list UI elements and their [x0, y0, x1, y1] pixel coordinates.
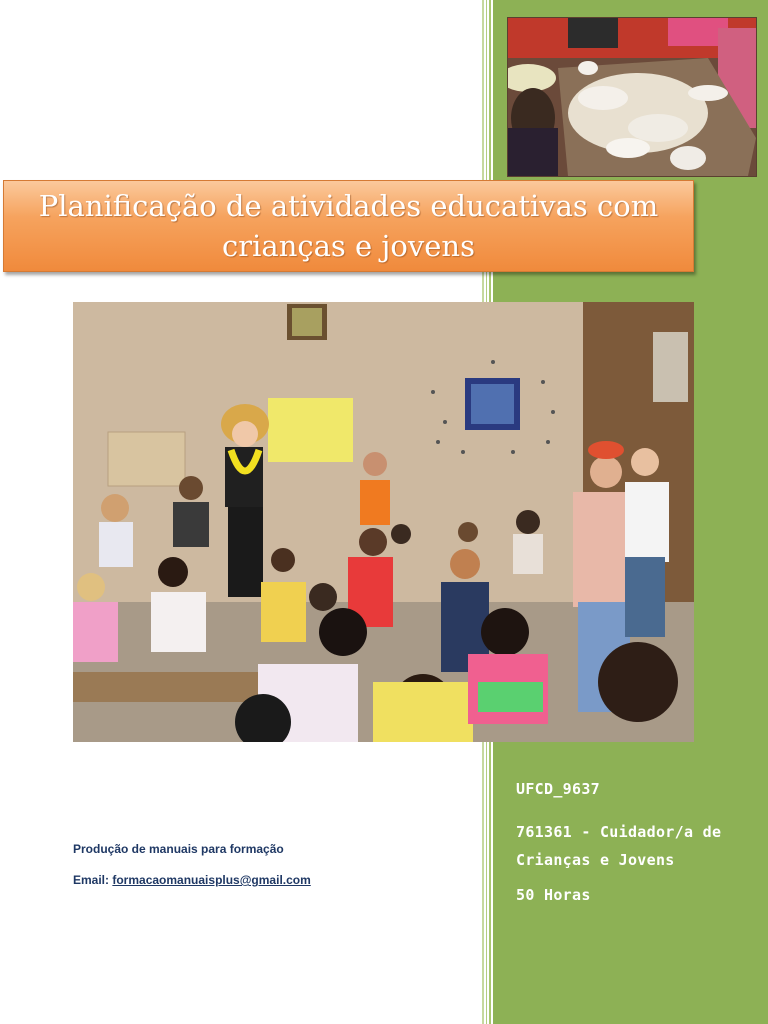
- top-activity-photo: [507, 17, 757, 177]
- course-hours: 50 Horas: [516, 886, 591, 904]
- email-link[interactable]: formacaomanuaisplus@gmail.com: [112, 873, 311, 887]
- document-title: Planificação de atividades educativas com crianças e jovens: [38, 189, 659, 263]
- course-qualification: 761361 - Cuidador/a de Crianças e Jovens: [516, 823, 722, 869]
- email-line: [73, 873, 311, 887]
- email-label: Email:: [73, 873, 110, 887]
- course-code: UFCD_9637: [516, 780, 600, 798]
- main-activity-photo: [73, 302, 694, 742]
- title-banner: [3, 180, 694, 272]
- producer-text: Produção de manuais para formação: [73, 842, 284, 856]
